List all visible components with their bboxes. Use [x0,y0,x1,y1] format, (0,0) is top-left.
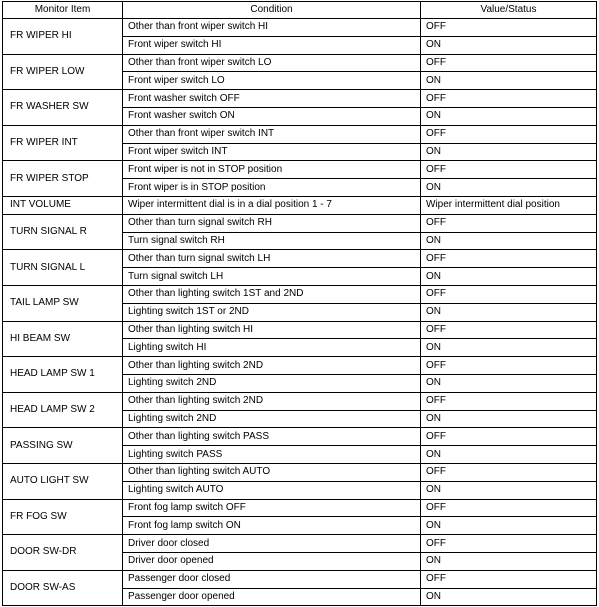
value-status-cell: OFF [421,90,597,108]
value-status-cell: OFF [421,428,597,446]
monitor-item-cell: TAIL LAMP SW [3,285,123,321]
monitor-item-cell: FR WIPER INT [3,125,123,161]
monitor-item-cell: FR WIPER LOW [3,54,123,90]
table-row [3,125,597,143]
condition-cell: Other than front wiper switch INT [123,125,421,143]
header-row [3,2,597,19]
monitor-item-cell: DOOR SW-DR [3,535,123,571]
condition-cell: Front wiper switch HI [123,36,421,54]
value-status-cell: OFF [421,463,597,481]
condition-cell: Lighting switch HI [123,339,421,357]
monitor-item-cell: AUTO LIGHT SW [3,463,123,499]
condition-cell: Front wiper is not in STOP position [123,161,421,179]
table-row [3,19,597,37]
table-row [3,357,597,375]
value-status-cell: OFF [421,535,597,553]
condition-cell: Front wiper is in STOP position [123,179,421,197]
condition-cell: Passenger door opened [123,588,421,606]
value-status-cell: ON [421,517,597,535]
condition-cell: Other than turn signal switch LH [123,250,421,268]
table-row [3,250,597,268]
monitor-item-cell: PASSING SW [3,428,123,464]
value-status-cell: ON [421,36,597,54]
condition-cell: Lighting switch 1ST or 2ND [123,303,421,321]
condition-cell: Lighting switch 2ND [123,410,421,428]
header-value-status: Value/Status [421,2,597,19]
table-row [3,196,597,214]
value-status-cell: ON [421,374,597,392]
monitor-item-cell: TURN SIGNAL L [3,250,123,286]
table-row [3,90,597,108]
condition-cell: Wiper intermittent dial is in a dial position 1 - 7 [123,196,421,214]
table-row [3,570,597,588]
condition-cell: Other than lighting switch 1ST and 2ND [123,285,421,303]
value-status-cell: Wiper intermittent dial position [421,196,597,214]
value-status-cell: ON [421,588,597,606]
condition-cell: Driver door opened [123,552,421,570]
value-status-cell: OFF [421,125,597,143]
value-status-cell: ON [421,143,597,161]
value-status-cell: ON [421,481,597,499]
monitor-item-cell: FR WASHER SW [3,90,123,126]
condition-cell: Other than lighting switch 2ND [123,357,421,375]
value-status-cell: ON [421,552,597,570]
value-status-cell: OFF [421,321,597,339]
value-status-cell: OFF [421,357,597,375]
monitor-item-cell: DOOR SW-AS [3,570,123,606]
condition-cell: Other than lighting switch HI [123,321,421,339]
table-row [3,161,597,179]
table-row [3,428,597,446]
value-status-cell: OFF [421,285,597,303]
condition-cell: Lighting switch AUTO [123,481,421,499]
condition-cell: Other than lighting switch 2ND [123,392,421,410]
header-condition: Condition [123,2,421,19]
header-monitor-item: Monitor Item [3,2,123,19]
condition-cell: Front washer switch ON [123,107,421,125]
value-status-cell: ON [421,179,597,197]
monitor-item-cell: HI BEAM SW [3,321,123,357]
condition-cell: Lighting switch PASS [123,446,421,464]
condition-cell: Front wiper switch INT [123,143,421,161]
value-status-cell: OFF [421,499,597,517]
value-status-cell: ON [421,410,597,428]
value-status-cell: ON [421,232,597,250]
value-status-cell: ON [421,268,597,286]
condition-cell: Turn signal switch LH [123,268,421,286]
condition-cell: Front fog lamp switch OFF [123,499,421,517]
condition-cell: Other than lighting switch AUTO [123,463,421,481]
condition-cell: Front wiper switch LO [123,72,421,90]
table-header [3,2,597,19]
condition-cell: Other than lighting switch PASS [123,428,421,446]
value-status-cell: ON [421,72,597,90]
condition-cell: Front washer switch OFF [123,90,421,108]
table-row [3,54,597,72]
table-row [3,214,597,232]
monitor-item-cell: TURN SIGNAL R [3,214,123,250]
condition-cell: Other than front wiper switch HI [123,19,421,37]
condition-cell: Turn signal switch RH [123,232,421,250]
value-status-cell: OFF [421,214,597,232]
table-body [3,19,597,606]
value-status-cell: OFF [421,392,597,410]
condition-cell: Other than front wiper switch LO [123,54,421,72]
table-row [3,321,597,339]
value-status-cell: OFF [421,161,597,179]
value-status-cell: OFF [421,19,597,37]
monitor-item-table [2,1,597,606]
table-row [3,499,597,517]
value-status-cell: ON [421,303,597,321]
condition-cell: Passenger door closed [123,570,421,588]
value-status-cell: OFF [421,54,597,72]
monitor-item-cell: INT VOLUME [3,196,123,214]
condition-cell: Lighting switch 2ND [123,374,421,392]
monitor-item-cell: FR FOG SW [3,499,123,535]
condition-cell: Driver door closed [123,535,421,553]
value-status-cell: OFF [421,250,597,268]
condition-cell: Front fog lamp switch ON [123,517,421,535]
value-status-cell: ON [421,339,597,357]
value-status-cell: ON [421,107,597,125]
table-row [3,392,597,410]
condition-cell: Other than turn signal switch RH [123,214,421,232]
monitor-item-cell: FR WIPER HI [3,19,123,55]
monitor-item-cell: HEAD LAMP SW 2 [3,392,123,428]
table-row [3,535,597,553]
value-status-cell: OFF [421,570,597,588]
value-status-cell: ON [421,446,597,464]
monitor-item-cell: FR WIPER STOP [3,161,123,197]
monitor-item-cell: HEAD LAMP SW 1 [3,357,123,393]
table-row [3,463,597,481]
table-row [3,285,597,303]
